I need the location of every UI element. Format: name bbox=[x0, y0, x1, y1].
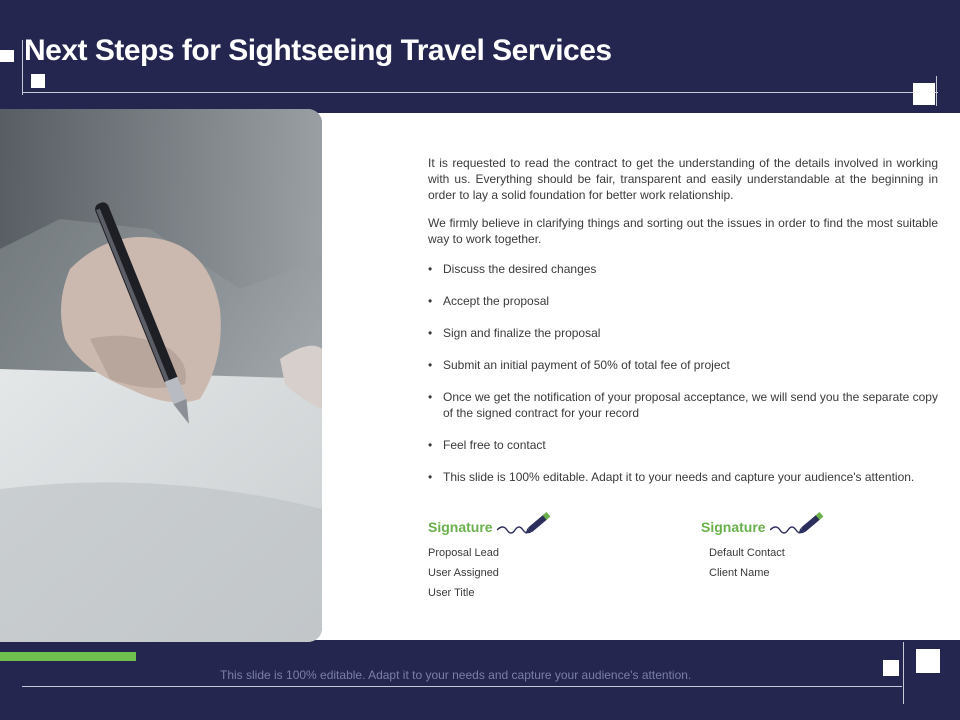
signature-label: Signature bbox=[428, 518, 493, 535]
list-item: • Once we get the notification of your proposal acceptance, we will send you the separate copy of the signed contract for your record bbox=[428, 389, 938, 421]
list-item: • Feel free to contact bbox=[428, 437, 938, 453]
footer-text: This slide is 100% editable. Adapt it to your needs and capture your audience's attention. bbox=[220, 668, 692, 682]
deco-vline-top-left bbox=[22, 40, 23, 95]
deco-square-top-right bbox=[913, 83, 935, 105]
signature-block-default-contact bbox=[701, 510, 941, 583]
deco-square-bottom-right-a bbox=[883, 660, 899, 676]
page-title: Next Steps for Sightseeing Travel Services bbox=[24, 34, 612, 67]
signature-line: User Title bbox=[428, 587, 475, 599]
signature-block-proposal-lead bbox=[428, 510, 668, 603]
accent-bar bbox=[0, 652, 136, 661]
steps-list bbox=[428, 261, 938, 485]
intro-paragraph-2: We firmly believe in clarifying things and sorting out the issues in order to find the most suitable way to work together. bbox=[428, 216, 938, 246]
list-item: • Submit an initial payment of 50% of total fee of project bbox=[428, 357, 938, 373]
deco-square-top-left-a bbox=[0, 50, 14, 62]
deco-hline-bottom bbox=[22, 686, 902, 687]
pen-signature-icon bbox=[770, 510, 826, 543]
photo-illustration bbox=[0, 109, 322, 642]
list-item: • Accept the proposal bbox=[428, 293, 938, 309]
hand-writing-with-pen-photo bbox=[0, 109, 322, 642]
list-item: • This slide is 100% editable. Adapt it to your needs and capture your audience's attention. bbox=[428, 469, 938, 485]
signature-label: Signature bbox=[701, 518, 766, 535]
signature-line: User Assigned bbox=[428, 567, 499, 579]
deco-vline-bottom-right bbox=[903, 642, 904, 704]
signature-line: Proposal Lead bbox=[428, 547, 499, 559]
intro-paragraph-1: It is requested to read the contract to get the understanding of the details involved in working with us. Everything should be fair, transparent and easily understandable at the beginning in order to lay a solid foundation for better work relationship. bbox=[428, 156, 938, 202]
deco-square-top-left-b bbox=[31, 74, 45, 88]
deco-square-bottom-right-b bbox=[916, 649, 940, 673]
deco-vline-top-right bbox=[936, 76, 937, 106]
list-item: • Sign and finalize the proposal bbox=[428, 325, 938, 341]
signature-line: Client Name bbox=[709, 567, 770, 579]
signature-line: Default Contact bbox=[709, 547, 785, 559]
content-text bbox=[428, 155, 938, 501]
deco-hline-top bbox=[22, 92, 938, 93]
list-item: • Discuss the desired changes bbox=[428, 261, 938, 277]
pen-signature-icon bbox=[497, 510, 553, 543]
